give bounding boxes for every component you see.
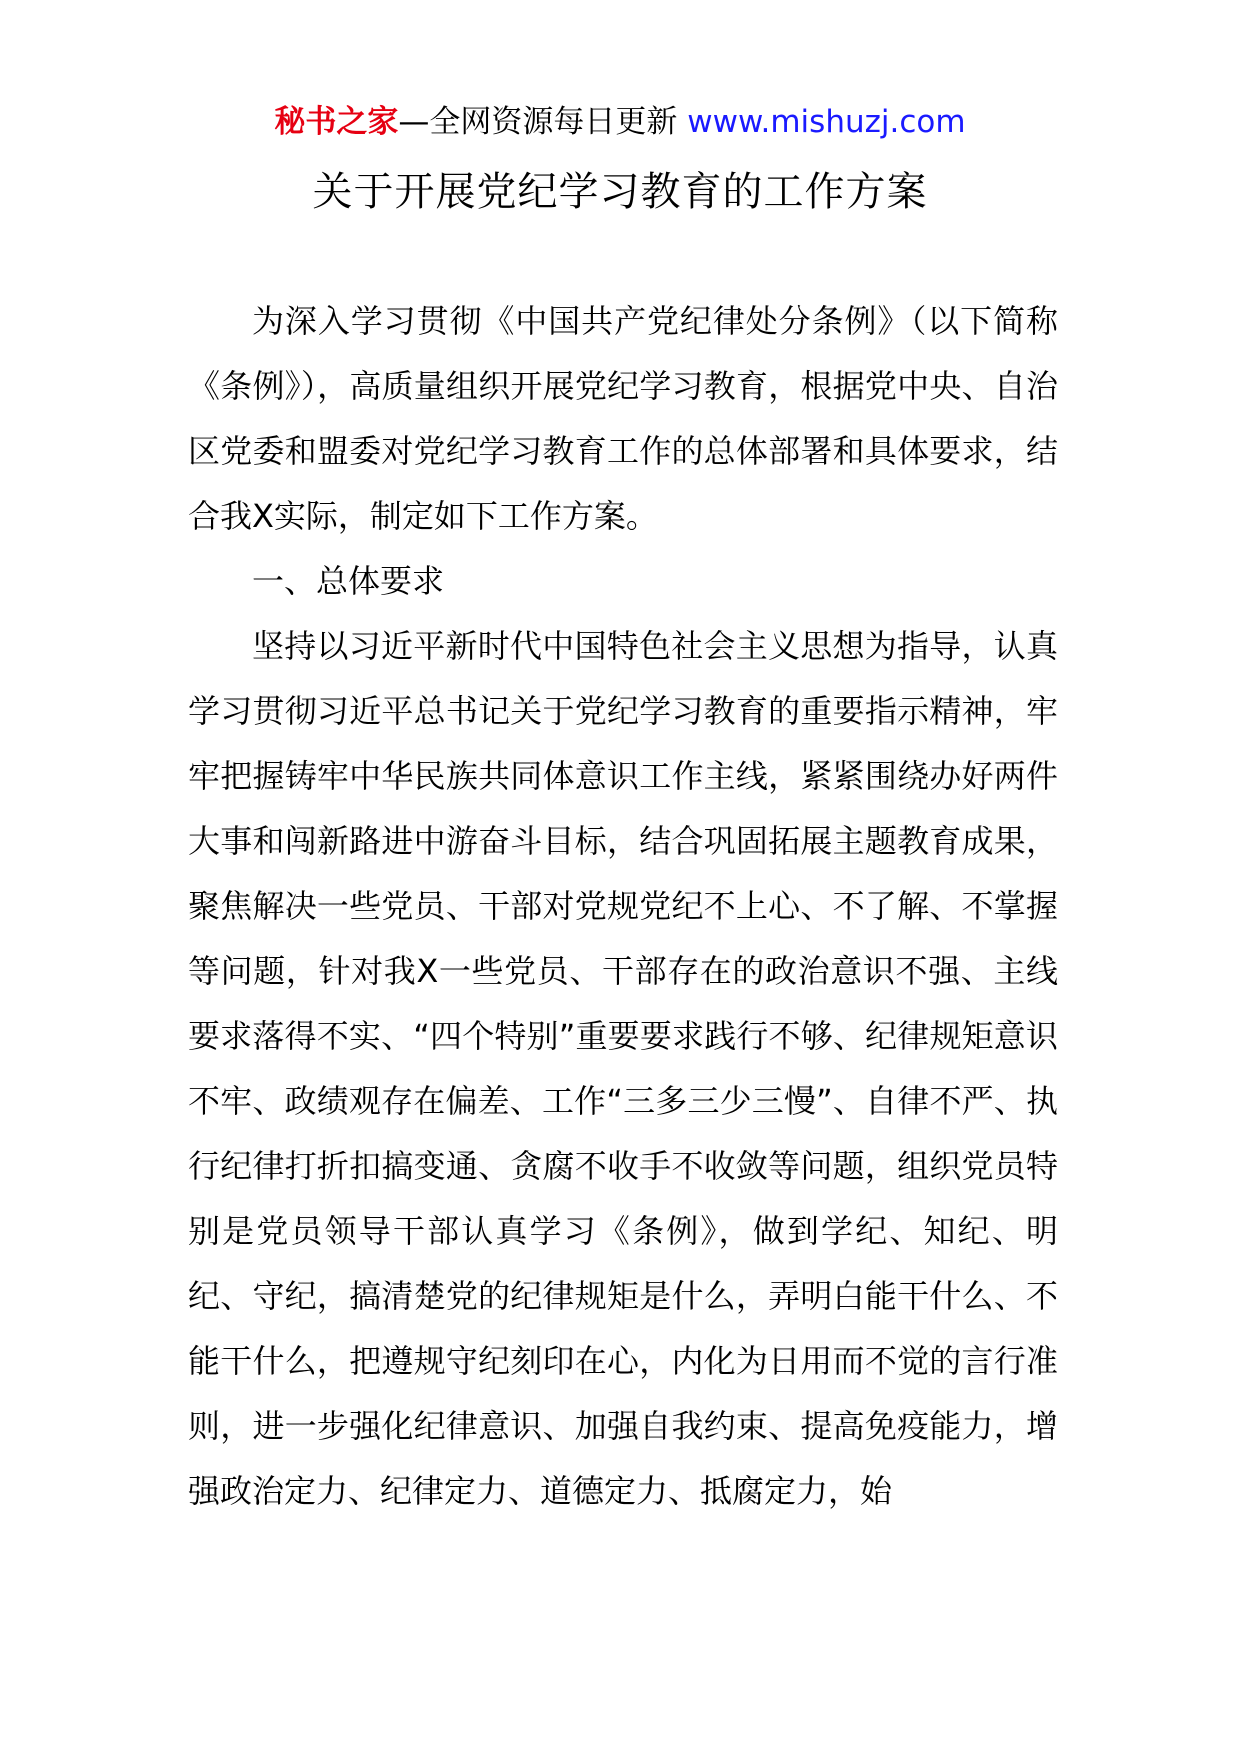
document-title: 关于开展党纪学习教育的工作方案: [312, 169, 928, 215]
site-url-link[interactable]: www.mishuzj.com: [687, 104, 966, 140]
document-body: [188, 289, 1058, 1524]
header-banner: [0, 100, 1240, 144]
body-paragraph: 坚持以习近平新时代中国特色社会主义思想为指导，认真学习贯彻习近平总书记关于党纪学习教育的重要指示精神，牢牢把握铸牢中华民族共同体意识工作主线，紧紧围绕办好两件大事和闯新路进中游奋斗目标，结合巩固拓展主题教育成果，聚焦解决一些党员、干部对党规党纪不上心、不了解、不掌握等问题，针对我X一些党员、干部存在的政治意识不强、主线要求落得不实、“四个特别”重要要求践行不够、纪律规矩意识不牢、政绩观存在偏差、工作“三多三少三慢”、自律不严、执行纪律打折扣搞变通、贪腐不收手不收敛等问题，组织党员特别是党员领导干部认真学习《条例》，做到学纪、知纪、明纪、守纪，搞清楚党的纪律规矩是什么，弄明白能干什么、不能干什么，把遵规守纪刻印在心，内化为日用而不觉的言行准则，进一步强化纪律意识、加强自我约束、提高免疫能力，增强政治定力、纪律定力、道德定力、抵腐定力，始: [188, 627, 1058, 1510]
header-tagline: —全网资源每日更新: [398, 104, 678, 140]
brand-name: 秘书之家: [274, 104, 399, 140]
intro-paragraph: 为深入学习贯彻《中国共产党纪律处分条例》（以下简称《条例》），高质量组织开展党纪学习教育，根据党中央、自治区党委和盟委对党纪学习教育工作的总体部署和具体要求，结合我X实际，制定如下工作方案。: [188, 302, 1058, 535]
section-heading: 一、总体要求: [252, 562, 445, 600]
